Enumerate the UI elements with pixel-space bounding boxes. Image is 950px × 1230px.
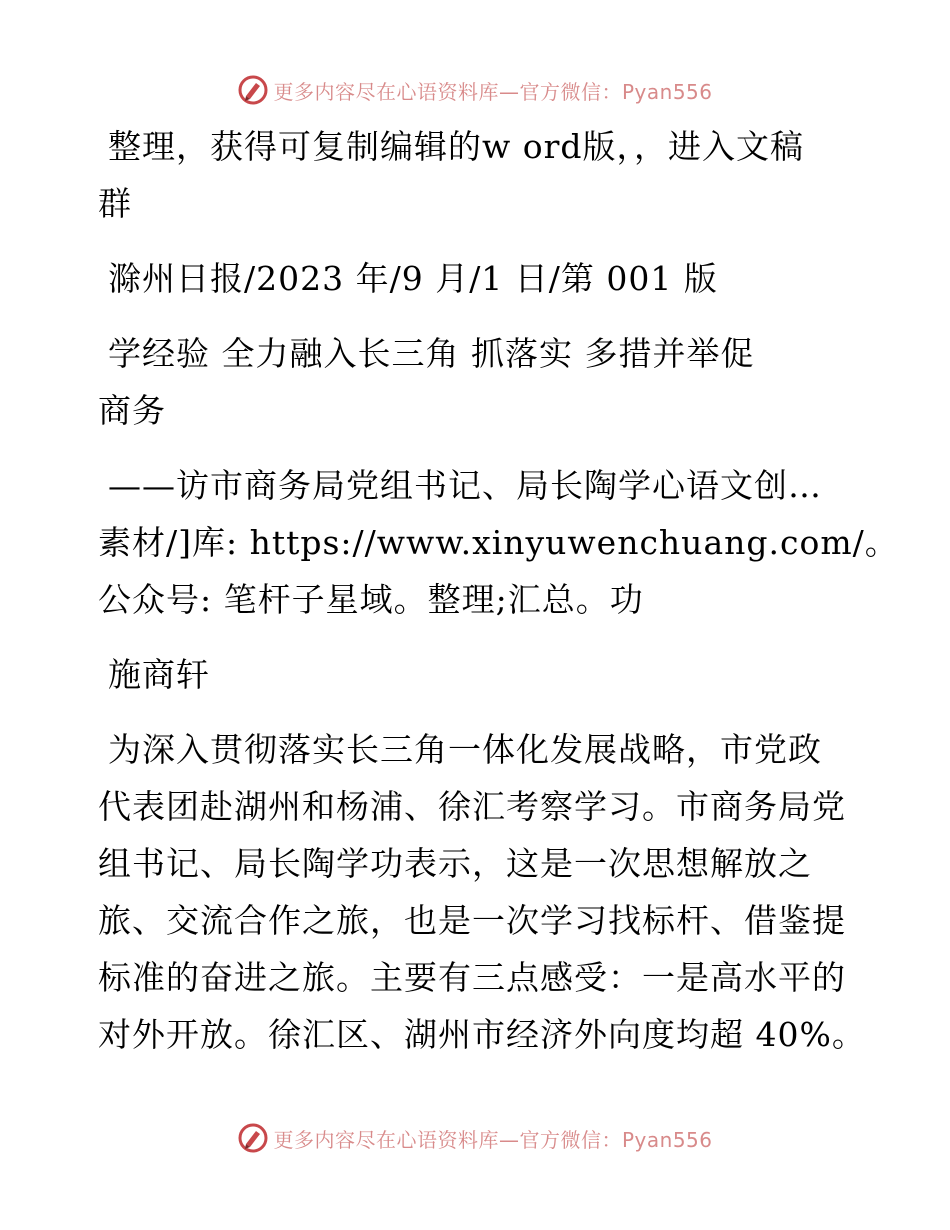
paragraph-subtitle [98, 457, 899, 628]
text-line: 滁州日报/2023 年/9 月/1 日/第 001 版 [108, 259, 718, 298]
pen-logo-icon [237, 1122, 269, 1154]
text-line: 商务 [98, 391, 166, 430]
paragraph-source [98, 250, 858, 307]
text-line: 公众号: 笔杆子星域。整理;汇总。功 [98, 580, 644, 619]
watermark-text: 更多内容尽在心语资料库 [273, 79, 499, 104]
text-line: 为深入贯彻落实长三角一体化发展战略，市党政 [108, 730, 822, 769]
text-line: 素材/]库: https://www.xinyuwenchuang.com/。 [98, 523, 899, 562]
text-line: 施商轩 [108, 655, 210, 694]
watermark-wechat-id: Pyan556 [621, 79, 713, 104]
text-line: 群 [98, 184, 132, 223]
watermark-label: 官方微信： [519, 1127, 622, 1152]
text-line: 整理，获得可复制编辑的w ord版，，进入文稿 [108, 127, 805, 166]
paragraph-intro [98, 118, 858, 232]
watermark-text: 更多内容尽在心语资料库 [273, 1127, 499, 1152]
pen-logo-icon [237, 74, 269, 106]
text-line: 对外开放。徐汇区、湖州市经济外向度均超 40%。 [98, 1015, 866, 1054]
text-line: 标准的奋进之旅。主要有三点感受：一是高水平的 [98, 958, 846, 997]
header-watermark [0, 72, 950, 108]
watermark-wechat-id: Pyan556 [621, 1127, 713, 1152]
watermark-label: 官方微信： [519, 79, 622, 104]
text-line: ——访市商务局党组书记、局长陶学心语文创… [108, 466, 822, 505]
text-line: 组书记、局长陶学功表示，这是一次思想解放之 [98, 844, 812, 883]
paragraph-body [98, 721, 866, 1063]
watermark-separator: — [498, 1127, 520, 1152]
paragraph-author [98, 646, 858, 703]
text-line: 代表团赴湖州和杨浦、徐汇考察学习。市商务局党 [98, 787, 846, 826]
text-line: 旅、交流合作之旅，也是一次学习找标杆、借鉴提 [98, 901, 846, 940]
footer-watermark [0, 1120, 950, 1156]
watermark-separator: — [498, 79, 520, 104]
document-body [98, 118, 899, 1063]
paragraph-headline [98, 325, 858, 439]
text-line: 学经验 全力融入长三角 抓落实 多措并举促 [108, 334, 755, 373]
